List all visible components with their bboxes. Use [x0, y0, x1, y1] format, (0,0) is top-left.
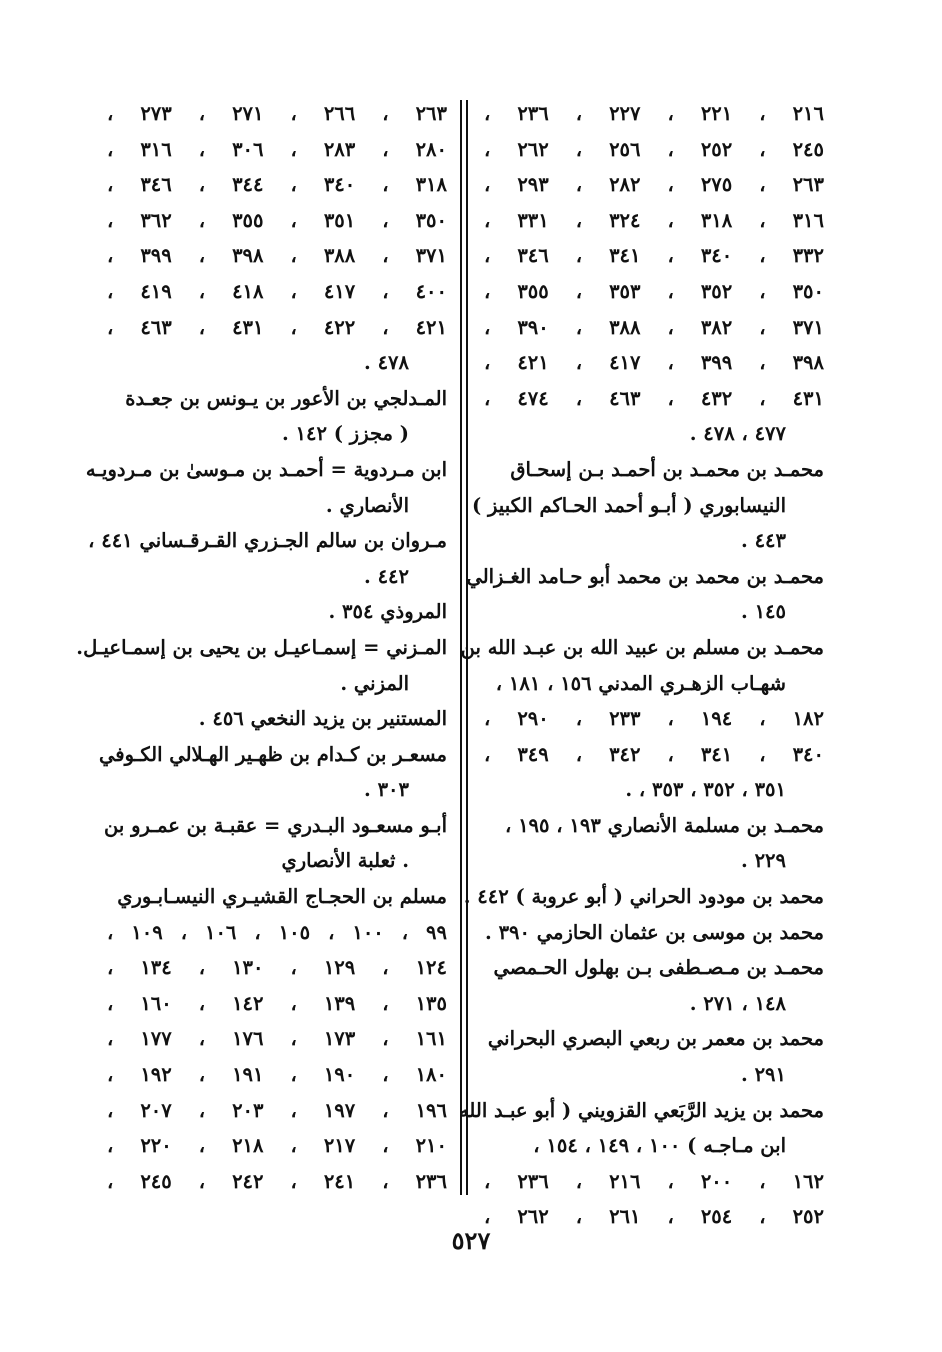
page-reference-line: ٣٥٠ ، ٣٥١ ، ٣٥٥ ، ٣٦٢ ،	[107, 208, 447, 232]
page-reference-line: ١٦٢ ، ٢٠٠ ، ٢١٦ ، ٢٣٦ ،	[484, 1169, 824, 1193]
page-reference-line: ٣١٨ ، ٣٤٠ ، ٣٤٤ ، ٣٤٦ ،	[107, 173, 447, 197]
page-reference-line: ١٣٥ ، ١٣٩ ، ١٤٢ ، ١٦٠ ،	[107, 991, 447, 1015]
entry-continuation: شهـاب الزهـري المدني ١٥٦ ، ١٨١ ،	[495, 671, 786, 695]
entry-continuation: ٤٤٣ .	[741, 529, 786, 553]
index-entry: مـروان بن سالم الجـزري القـرقـساني ٤٤١ ،	[88, 529, 447, 553]
page-reference-line: ٣٩٨ ، ٣٩٩ ، ٤١٧ ، ٤٢١ ،	[484, 351, 824, 375]
entry-continuation: ١٤٨ ، ٢٧١ .	[689, 991, 786, 1015]
page-reference-line: ٣٣٢ ، ٣٤٠ ، ٣٤١ ، ٣٤٦ ،	[484, 244, 824, 268]
entry-continuation: ٤٧٨ .	[364, 351, 409, 375]
entry-continuation: ٢٢٩ .	[741, 849, 786, 873]
page-reference-line: ٤٣١ ، ٤٣٢ ، ٤٦٣ ، ٤٧٤ ،	[484, 386, 824, 410]
page-reference-line: ٣٥٠ ، ٣٥٢ ، ٣٥٣ ، ٣٥٥ ،	[484, 279, 824, 303]
index-entry: مسعـر بن كـدام بن ظهـير الهـلالي الكـوفي	[99, 742, 447, 766]
index-entry: محمـد بن مسلمة الأنصاري ١٩٣ ، ١٩٥ ،	[504, 813, 824, 837]
page-reference-line: ٩٩ ، ١٠٠ ، ١٠٥ ، ١٠٦ ، ١٠٩ ،	[107, 920, 447, 944]
entry-continuation: ابن مـاجـه ) ١٠٠ ، ١٤٩ ، ١٥٤ ،	[533, 1134, 786, 1158]
index-entry: محمد بن موسى بن عثمان الحازمي ٣٩٠ .	[485, 920, 824, 944]
index-entry: ابن مـردوية = أحمـد بن مـوسىٰ بن مـردويـه	[85, 457, 447, 481]
index-entry: محمـد بن محمد بن محمد أبو حـامد الغـزالي	[466, 564, 824, 588]
page-reference-line: ٢٣٦ ، ٢٤١ ، ٢٤٢ ، ٢٤٥ ،	[107, 1169, 447, 1193]
page-reference-line: ٣٤٠ ، ٣٤١ ، ٣٤٢ ، ٣٤٩ ،	[484, 742, 824, 766]
index-entry: محمـد بن محمـد بن أحمـد بـن إسحـاق	[510, 457, 824, 481]
index-entry: محمـد بن مـصـطفى بـن بهلول الحـمصي	[493, 956, 824, 980]
index-entry: المـزني = إسمـاعيـل بن يحيى بن إسمـاعيـل.	[76, 635, 447, 659]
page-reference-line: ١٦١ ، ١٧٣ ، ١٧٦ ، ١٧٧ ،	[107, 1027, 447, 1051]
right-column	[458, 96, 824, 1235]
page-reference-line: ٢٥٢ ، ٢٥٤ ، ٢٦١ ، ٢٦٢ ،	[484, 1205, 824, 1229]
entry-continuation: ( مجزز ) ١٤٢ .	[281, 422, 409, 446]
entry-continuation: الأنصاري .	[325, 493, 409, 517]
page-reference-line: ١٩٦ ، ١٩٧ ، ٢٠٣ ، ٢٠٧ ،	[107, 1098, 447, 1122]
page-reference-line: ١٢٤ ، ١٢٩ ، ١٣٠ ، ١٣٤ ،	[107, 956, 447, 980]
entry-continuation: ٣٥١ ، ٣٥٢ ، ٣٥٣ ، .	[625, 778, 786, 802]
entry-continuation: النيسابوري ( أبـو أحمد الحـاكم الكبيز )	[472, 493, 786, 517]
index-entry: أبـو مسعـود البـدري = عقبـة بن عمـرو بن	[104, 813, 447, 837]
page-reference-line: ٣١٦ ، ٣١٨ ، ٣٢٤ ، ٣٣١ ،	[484, 208, 824, 232]
index-entry: محمد بن مودود الحراني ( أبو عروبة ) ٤٤٢ .	[463, 885, 824, 909]
page-reference-line: ٢١٦ ، ٢٢١ ، ٢٢٧ ، ٢٣٦ ،	[484, 102, 824, 125]
column-divider-line	[460, 100, 462, 1195]
page-reference-line: ٤٠٠ ، ٤١٧ ، ٤١٨ ، ٤١٩ ،	[107, 279, 447, 303]
column-divider-line	[466, 100, 468, 1195]
left-column	[76, 96, 447, 1199]
page-number: ٥٢٧	[451, 1226, 491, 1255]
page-reference-line: ٢٦٣ ، ٢٧٥ ، ٢٨٢ ، ٢٩٣ ،	[484, 173, 824, 197]
index-entry: المستنير بن يزيد النخعي ٤٥٦ .	[198, 707, 447, 731]
index-entry: محمد بن معمر بن ربعي البصري البحراني	[487, 1027, 824, 1051]
page-reference-line: ٣٧١ ، ٣٨٨ ، ٣٩٨ ، ٣٩٩ ،	[107, 244, 447, 268]
index-entry: المروذي ٣٥٤ .	[328, 600, 447, 624]
entry-continuation: المزني .	[340, 671, 409, 695]
index-entry: المـدلجي بن الأعور بن يـونس بن جعـدة	[125, 386, 447, 410]
entry-continuation: ٢٩١ .	[741, 1063, 786, 1087]
page-reference-line: ١٨٠ ، ١٩٠ ، ١٩١ ، ١٩٢ ،	[107, 1063, 447, 1087]
page-reference-line: ٢١٠ ، ٢١٧ ، ٢١٨ ، ٢٢٠ ،	[107, 1134, 447, 1158]
page-reference-line: ٢٦٣ ، ٢٦٦ ، ٢٧١ ، ٢٧٣ ،	[107, 102, 447, 125]
entry-continuation: ١٤٥ .	[741, 600, 786, 624]
index-entry: مسلم بن الحجـاج القشيـري النيسـابـوري	[117, 885, 447, 909]
entry-continuation: ٣٠٣ .	[364, 778, 409, 802]
index-entry: محمد بن يزيد الرَّبَعي القزويني ( أبو عبـد الله	[458, 1098, 824, 1122]
entry-continuation: ٤٤٢ .	[364, 564, 409, 588]
entry-continuation: . ثعلبة الأنصاري	[281, 849, 409, 873]
page-reference-line: ١٨٢ ، ١٩٤ ، ٢٣٣ ، ٢٩٠ ،	[484, 707, 824, 731]
page-reference-line: ٤٢١ ، ٤٢٢ ، ٤٣١ ، ٤٦٣ ،	[107, 315, 447, 339]
page-reference-line: ٣٧١ ، ٣٨٢ ، ٣٨٨ ، ٣٩٠ ،	[484, 315, 824, 339]
page-reference-line: ٢٤٥ ، ٢٥٢ ، ٢٥٦ ، ٢٦٢ ،	[484, 137, 824, 161]
index-entry: محمـد بن مسلم بن عبيد الله بن عبـد الله بن	[460, 635, 824, 659]
entry-continuation: ٤٧٧ ، ٤٧٨ .	[689, 422, 786, 446]
page-reference-line: ٢٨٠ ، ٢٨٣ ، ٣٠٦ ، ٣١٦ ،	[107, 137, 447, 161]
